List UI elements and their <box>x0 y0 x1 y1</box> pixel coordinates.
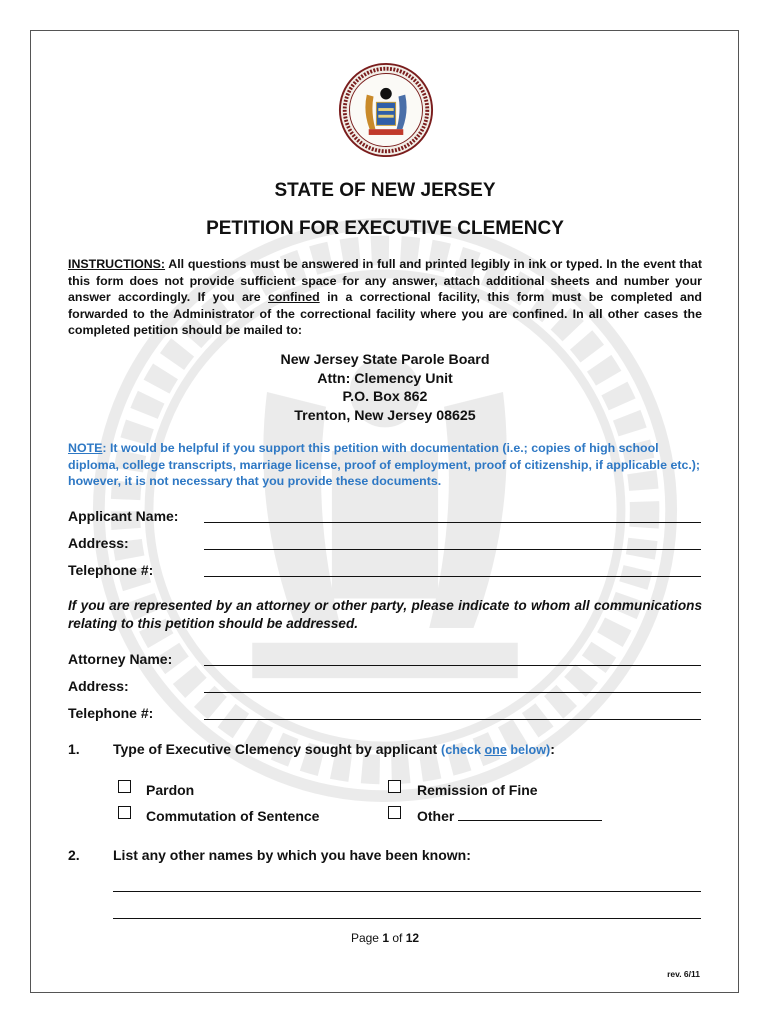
attorney-name-label: Attorney Name: <box>68 651 173 667</box>
other-names-field-2[interactable] <box>113 918 701 919</box>
address-line-3: P.O. Box 862 <box>342 389 428 405</box>
instructions-paragraph <box>68 256 702 339</box>
address-line-2: Attn: Clemency Unit <box>317 370 453 387</box>
state-seal-icon <box>338 62 434 158</box>
question-2-number: 2. <box>68 847 80 863</box>
hint-open: (check <box>441 743 485 757</box>
question-2-text: List any other names by which you have been known: <box>113 847 471 863</box>
attorney-address-field[interactable] <box>204 692 701 693</box>
page-number <box>0 931 770 945</box>
commutation-label: Commutation of Sentence <box>146 808 320 824</box>
other-field[interactable] <box>458 808 602 821</box>
applicant-address-label: Address: <box>68 535 129 551</box>
other-checkbox[interactable] <box>388 806 401 819</box>
hint-close: below) <box>506 743 551 757</box>
confined-word: confined <box>268 290 320 304</box>
applicant-telephone-field[interactable] <box>204 576 701 577</box>
question-1-text <box>113 741 555 757</box>
attorney-telephone-label: Telephone #: <box>68 705 154 721</box>
instructions-text-1: All questions must be answered in full and printed legibly in ink or typed. In the event that this form does not provide sufficient space for any answer, attach additional sheets and number your answer accordingly. If you are <box>68 257 702 304</box>
applicant-name-field[interactable] <box>204 522 701 523</box>
other-names-field-1[interactable] <box>113 891 701 892</box>
remission-label: Remission of Fine <box>417 782 538 798</box>
instructions-label: INSTRUCTIONS: <box>68 257 166 271</box>
other-option <box>417 808 602 824</box>
question-1-hint <box>441 743 550 757</box>
state-title: STATE OF NEW JERSEY <box>274 180 496 201</box>
form-title: PETITION FOR EXECUTIVE CLEMENCY <box>206 218 564 239</box>
page-total: 12 <box>405 931 420 945</box>
address-line-4: Trenton, New Jersey 08625 <box>294 407 476 424</box>
representation-paragraph: If you are represented by an attorney or other party, please indicate to whom all communications relating to this petition should be addressed. <box>68 598 702 631</box>
question-1-label: Type of Executive Clemency sought by applicant <box>113 741 442 757</box>
hint-one: one <box>484 743 507 757</box>
other-label: Other <box>417 808 455 824</box>
page-current: 1 <box>382 931 389 945</box>
attorney-name-field[interactable] <box>204 665 701 666</box>
question-1-colon: : <box>550 741 555 757</box>
pardon-checkbox[interactable] <box>118 780 131 793</box>
address-line-1: New Jersey State Parole Board <box>280 352 490 368</box>
revision-label: rev. 6/11 <box>667 969 700 979</box>
attorney-telephone-field[interactable] <box>204 719 701 720</box>
commutation-checkbox[interactable] <box>118 806 131 819</box>
pardon-label: Pardon <box>146 782 195 798</box>
applicant-telephone-label: Telephone #: <box>68 562 154 578</box>
applicant-name-label: Applicant Name: <box>68 508 179 524</box>
of-word: of <box>389 931 406 945</box>
applicant-address-field[interactable] <box>204 549 701 550</box>
note-paragraph <box>68 440 708 490</box>
mailing-address <box>0 351 770 425</box>
note-text: : It would be helpful if you support this petition with documentation (i.e.; copies of high school diploma, college transcripts, marriage license, proof of employment, proof of citizenship, if applicable etc.); however, it is not necessary that you provide these documents. <box>68 441 701 488</box>
instructions-text-2: in a correctional facility, this form must be completed and forwarded to the Administrator of the correctional facility where you are confined. In all other cases the completed petition should be mailed to: <box>68 290 702 337</box>
remission-checkbox[interactable] <box>388 780 401 793</box>
note-label: NOTE <box>68 441 103 455</box>
attorney-address-label: Address: <box>68 678 129 694</box>
page-word: Page <box>350 931 383 945</box>
question-1-number: 1. <box>68 741 80 757</box>
